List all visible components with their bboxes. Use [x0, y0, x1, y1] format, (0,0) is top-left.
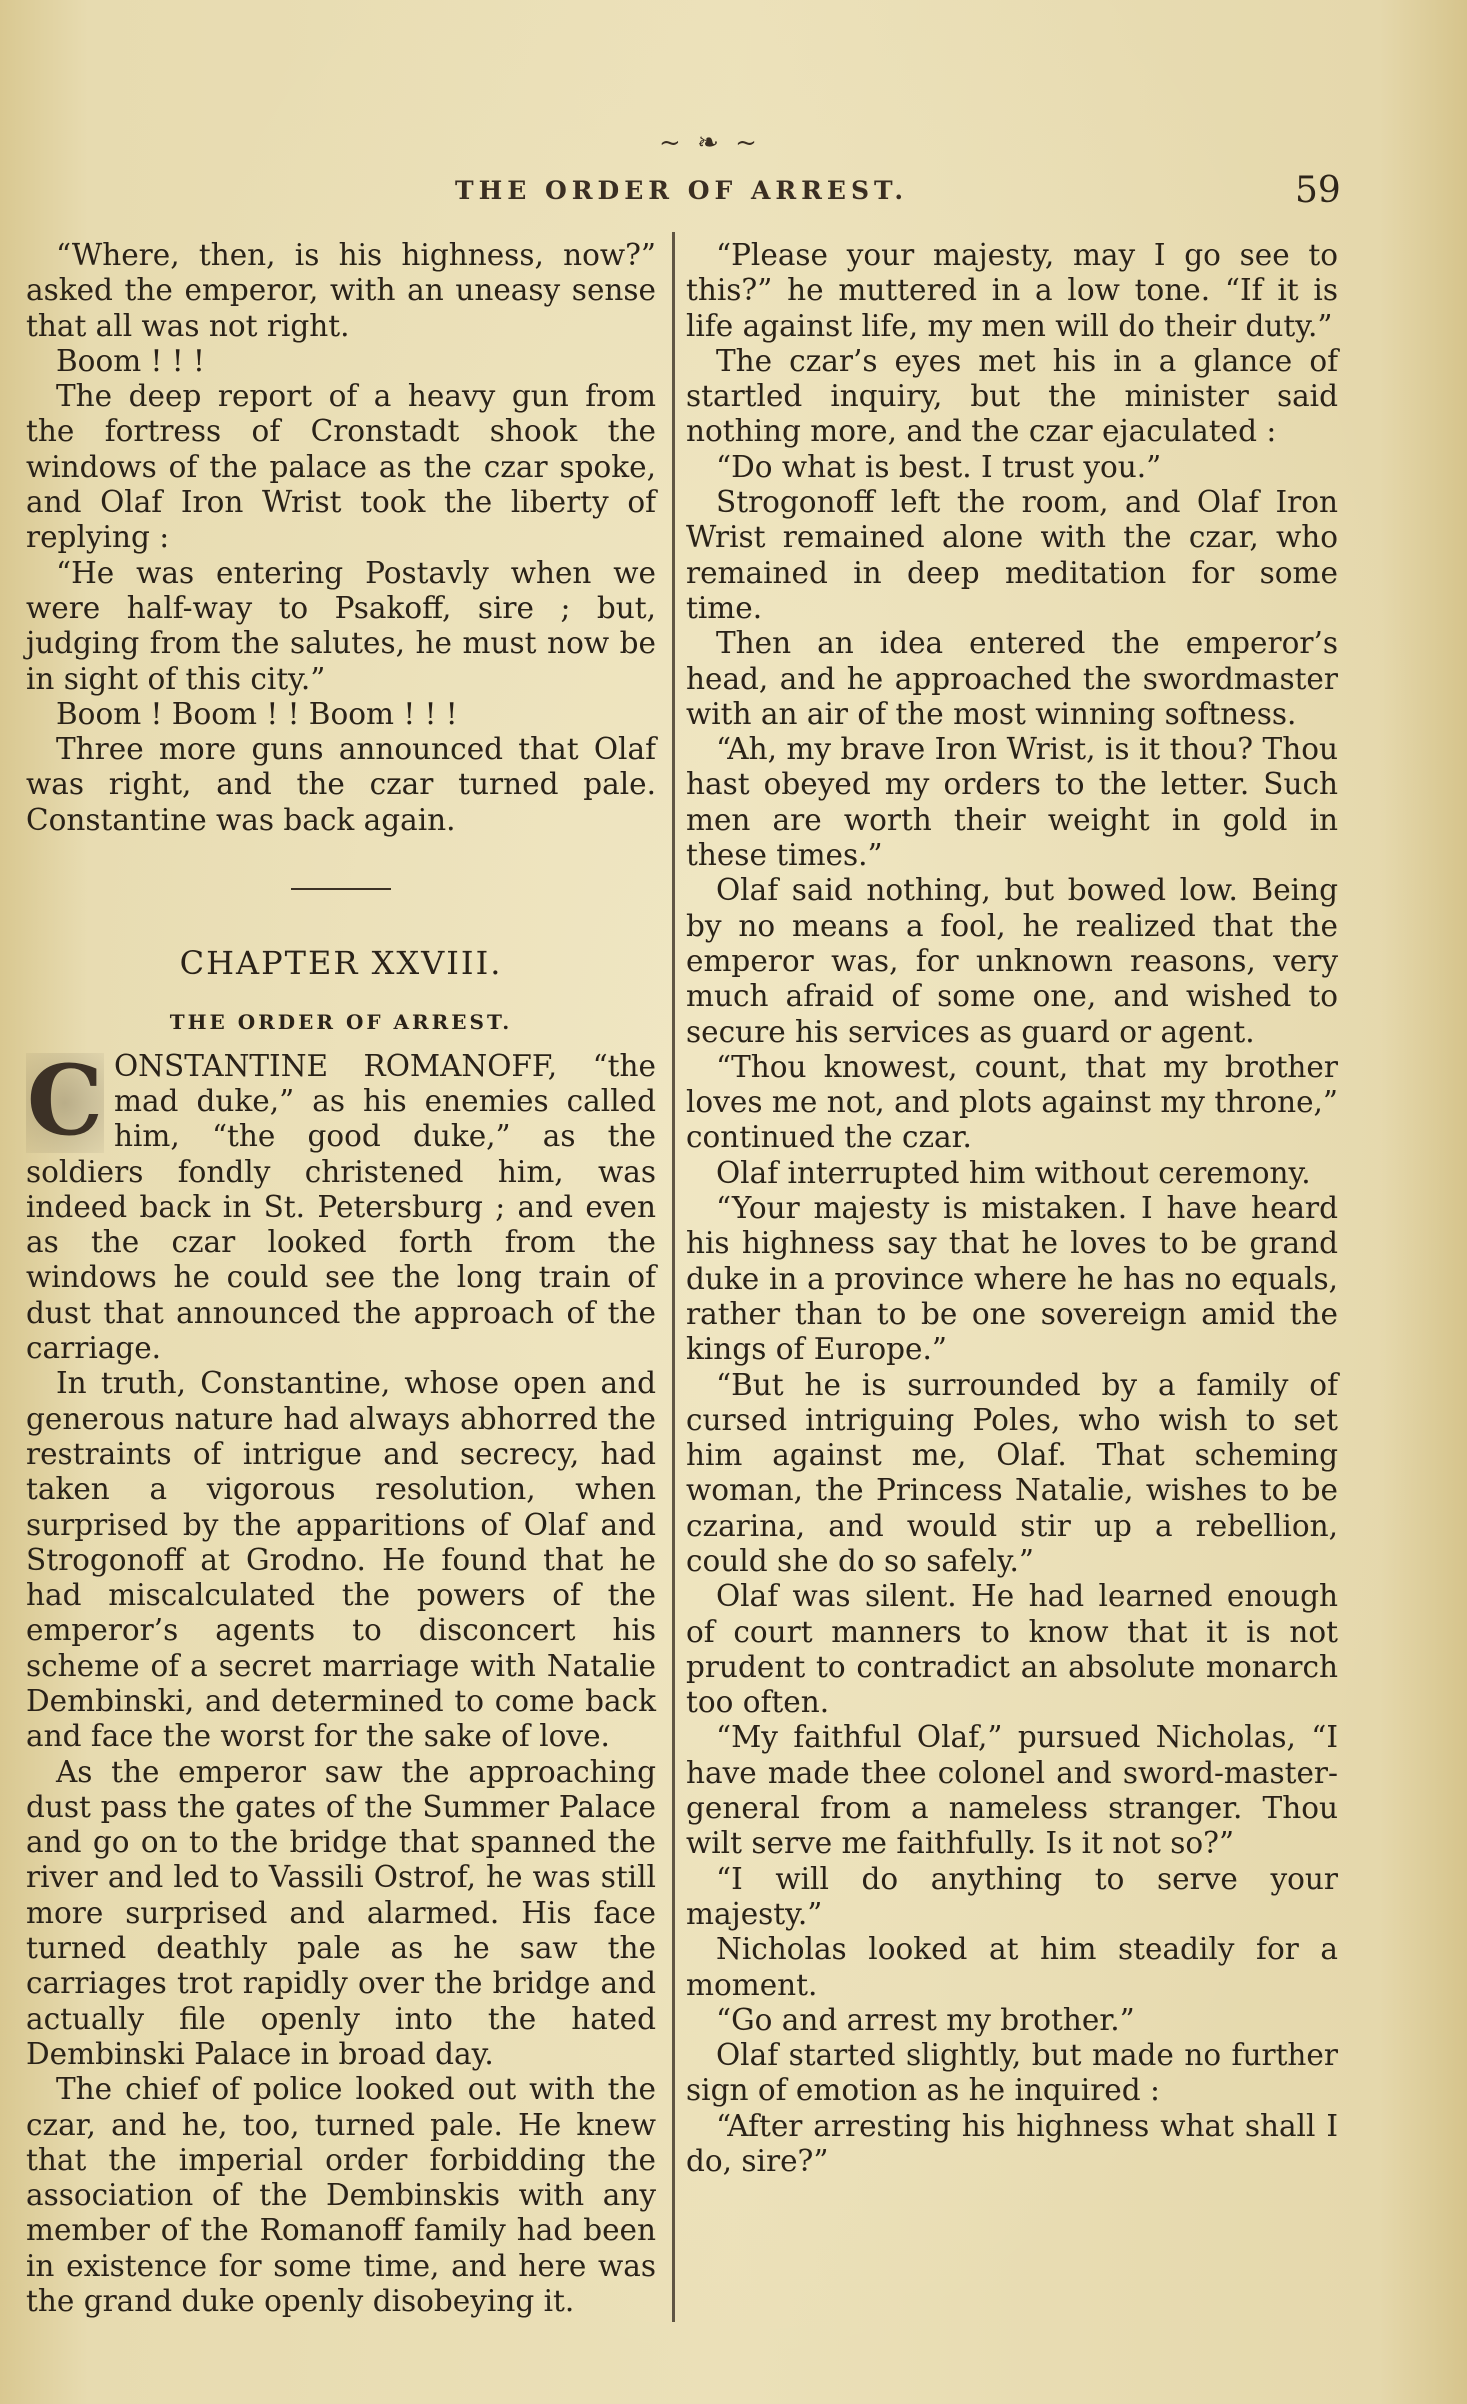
paragraph: “Your majesty is mistaken. I have heard his highness say that he loves to be grand duke in a province where he has no equals, rather than to be one sovereign amid the kings of Europe.”: [686, 1191, 1338, 1367]
opening-text: ONSTANTINE ROMANOFF, “the mad duke,” as his enemies called him, “the good duke,” as the soldiers fondly christened him, was indeed back in St. Petersburg ; and even as the czar looked forth from the windows he could see the long train of dust that announced the approach of the carriage.: [26, 1048, 656, 1366]
paragraph: “Go and arrest my brother.”: [716, 2002, 1135, 2037]
paragraph: “Ah, my brave Iron Wrist, is it thou? Thou hast obeyed my orders to the letter. Such men are worth their weight in gold in these times.”: [686, 732, 1338, 873]
paragraph: Strogonoff left the room, and Olaf Iron Wrist remained alone with the czar, who remained in deep meditation for some time.: [686, 485, 1338, 625]
paragraph: Olaf said nothing, but bowed low. Being by no means a fool, he realized that the emperor was, for unknown reasons, very much afraid of some one, and wished to secure his services as guard or agent.: [686, 873, 1338, 1049]
paragraph: Nicholas looked at him steadily for a moment.: [686, 1932, 1338, 2002]
paragraph: “After arresting his highness what shall I do, sire?”: [686, 2108, 1338, 2179]
drop-cap: C: [26, 1043, 104, 1157]
header-ornament: ~ ❧ ~: [659, 128, 761, 158]
chapter-subtitle: THE ORDER OF ARREST.: [169, 1010, 513, 1035]
paragraph: Olaf started slightly, but made no further sign of emotion as he inquired :: [686, 2038, 1338, 2108]
paragraph: Olaf interrupted him without ceremony.: [716, 1155, 1311, 1190]
paragraph: As the emperor saw the approaching dust pass the gates of the Summer Palace and go on to the bridge that spanned the river and led to Vassili Ostrof, he was still more surprised and alarmed. His face turned deathly pale as he saw the carriages trot rapidly over the bridge and actually file openly into the hated Dembinski Palace in broad day.: [26, 1754, 656, 2071]
section-divider: [291, 888, 391, 890]
paragraph: Olaf was silent. He had learned enough of court manners to know that it is not prudent to contradict an absolute monarch too often.: [686, 1579, 1338, 1720]
paragraph: The chief of police looked out with the czar, and he, too, turned pale. He knew that the imperial order forbidding the association of the Dembinskis with any member of the Romanoff family had been in existence for some time, and here was the grand duke openly disobeying it.: [26, 2072, 656, 2319]
running-title: THE ORDER OF ARREST.: [455, 176, 909, 205]
paragraph: “He was entering Postavly when we were half-way to Psakoff, sire ; but, judging from the salutes, he must now be in sight of this city.”: [26, 555, 656, 696]
right-column: [686, 238, 1338, 2179]
paragraph: Boom ! ! !: [56, 343, 205, 378]
page-number: 59: [1295, 170, 1341, 211]
paragraph: The deep report of a heavy gun from the fortress of Cronstadt shook the windows of the palace as the czar spoke, and Olaf Iron Wrist took the liberty of replying :: [26, 379, 656, 555]
paragraph: “Please your majesty, may I go see to this?” he muttered in a low tone. “If it is life against life, my men will do their duty.”: [686, 238, 1338, 343]
paragraph: “My faithful Olaf,” pursued Nicholas, “I have made thee colonel and sword-master-general from a nameless stranger. Thou wilt serve me faithfully. Is it not so?”: [686, 1720, 1338, 1861]
paragraph: “But he is surrounded by a family of cursed intriguing Poles, who wish to set him against me, Olaf. That scheming woman, the Princess Natalie, wishes to be czarina, and would stir up a rebellion, could she do so safely.”: [686, 1367, 1338, 1578]
chapter-opening-paragraph: [26, 1043, 656, 1367]
paragraph: Boom ! Boom ! ! Boom ! ! !: [56, 696, 458, 731]
paragraph: “Where, then, is his highness, now?” asked the emperor, with an uneasy sense that all was not right.: [26, 238, 656, 343]
column-rule: [672, 232, 675, 2322]
paragraph: “Thou knowest, count, that my brother loves me not, and plots against my throne,” continued the czar.: [686, 1049, 1338, 1155]
left-column: [26, 238, 656, 2319]
chapter-title: CHAPTER XXVIII.: [179, 944, 503, 983]
paragraph: Then an idea entered the emperor’s head, and he approached the swordmaster with an air of the most winning softness.: [686, 626, 1338, 731]
paragraph: “I will do anything to serve your majesty.”: [686, 1861, 1338, 1931]
paragraph: Three more guns announced that Olaf was right, and the czar turned pale. Constantine was back again.: [26, 732, 656, 837]
paragraph: In truth, Constantine, whose open and generous nature had always abhorred the restraints of intrigue and secrecy, had taken a vigorous resolution, when surprised by the apparitions of Olaf and Strogonoff at Grodno. He found that he had miscalculated the powers of the emperor’s agents to disconcert his scheme of a secret marriage with Natalie Dembinski, and determined to come back and face the worst for the sake of love.: [26, 1366, 656, 1754]
paragraph: The czar’s eyes met his in a glance of startled inquiry, but the minister said nothing more, and the czar ejaculated :: [686, 343, 1338, 449]
paragraph: “Do what is best. I trust you.”: [716, 449, 1162, 484]
page-header: [0, 170, 1467, 220]
